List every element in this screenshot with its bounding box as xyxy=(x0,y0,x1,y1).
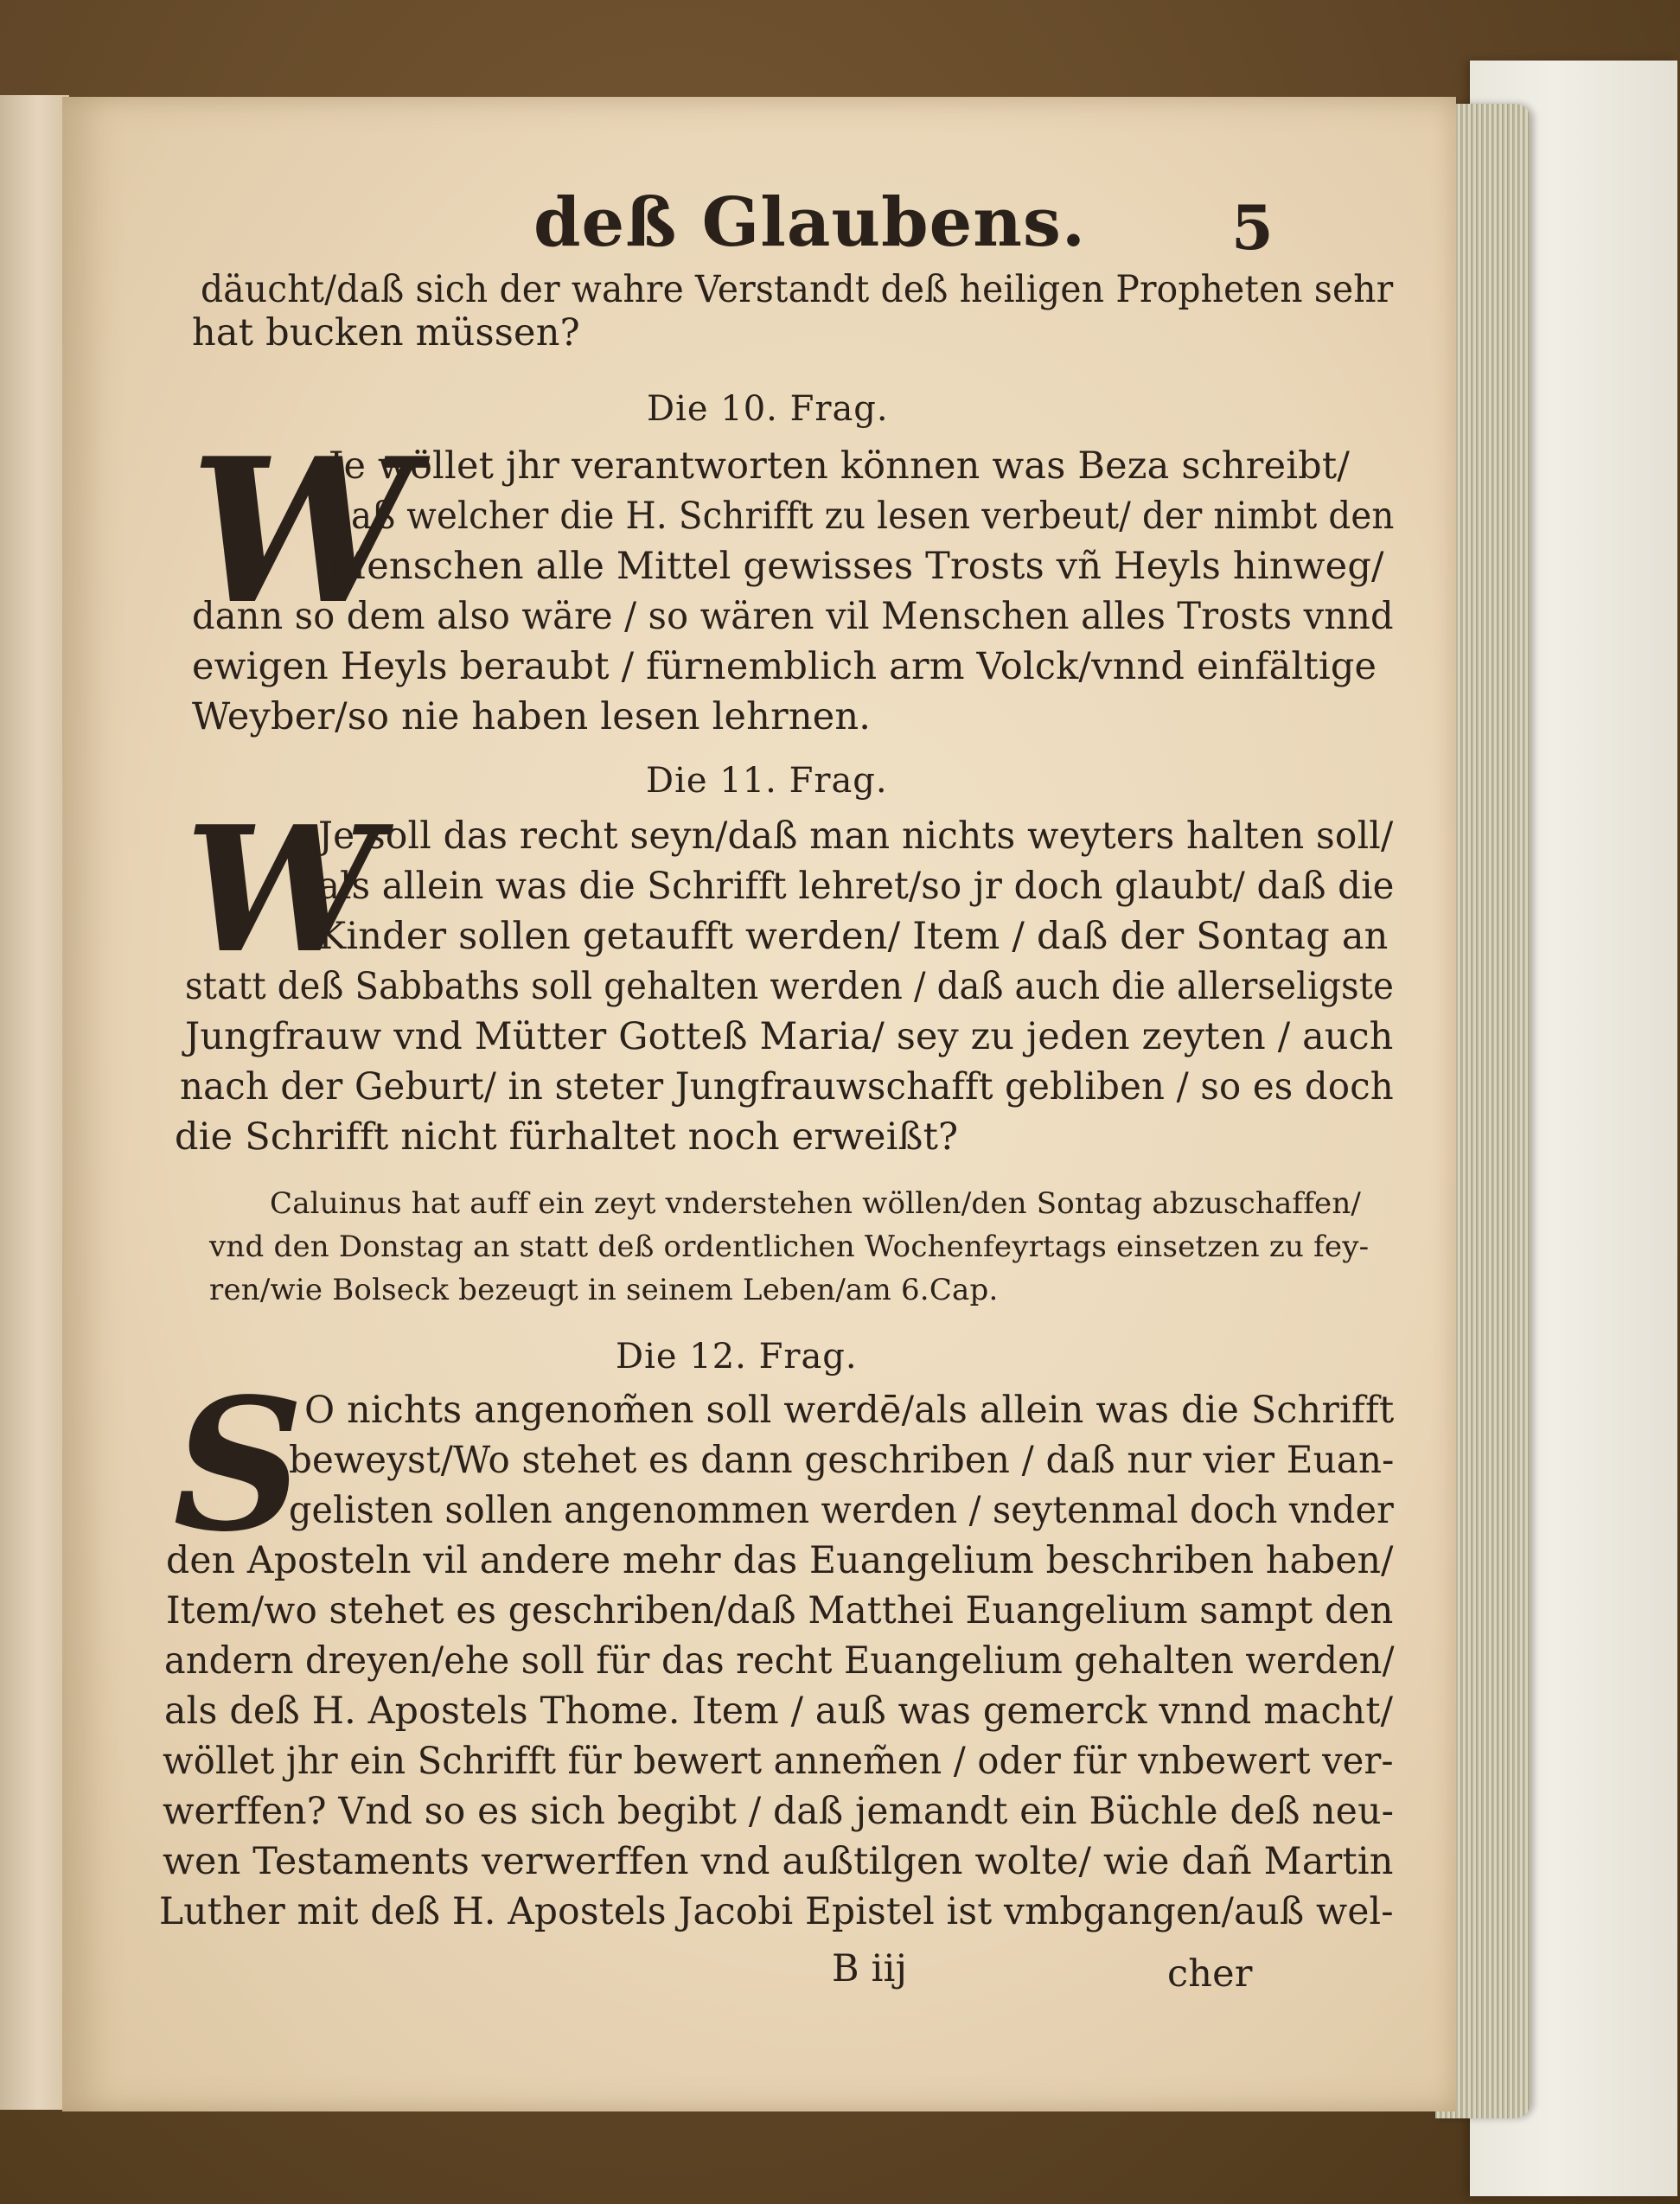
page-number: 5 xyxy=(1231,192,1274,264)
question-heading: Die 10. Frag. xyxy=(647,389,889,429)
text-line: Menschen alle Mittel gewisses Trosts vñ Heyls hinweg/ xyxy=(329,545,1384,588)
question-heading: Die 11. Frag. xyxy=(646,761,888,801)
text-line: gelisten sollen angenommen werden / seytenmal doch vnder xyxy=(289,1489,1395,1532)
text-line: wen Testaments verwerffen vnd außtilgen wolte/ wie dañ Martin xyxy=(163,1840,1394,1883)
marginal-note: vnd den Donstag an statt deß ordentlichen Wochenfeyrtags einsetzen zu fey- xyxy=(209,1230,1370,1264)
text-line: andern dreyen/ehe soll für das recht Euangelium gehalten werden/ xyxy=(164,1639,1395,1683)
text-line: hat bucken müssen? xyxy=(192,311,580,355)
text-line: den Aposteln vil andere mehr das Euangelium beschriben haben/ xyxy=(166,1539,1394,1582)
text-line: ewigen Heyls beraubt / fürnemblich arm Volck/vnnd einfältige xyxy=(192,645,1377,688)
signature-mark: B iij xyxy=(832,1947,908,1990)
text-line: Je soll das recht seyn/daß man nichts weyters halten soll/ xyxy=(318,815,1394,858)
text-line: beweyst/Wo stehet es dann geschriben / daß nur vier Euan- xyxy=(289,1439,1395,1482)
text-line: Item/wo stehet es geschriben/daß Matthei Euangelium sampt den xyxy=(166,1589,1394,1632)
running-head: deß Glaubens. xyxy=(533,183,1087,262)
text-line: Luther mit deß H. Apostels Jacobi Epistel ist vmbgangen/auß wel- xyxy=(159,1890,1394,1933)
text-line: nach der Geburt/ in steter Jungfrauwschafft gebliben / so es doch xyxy=(180,1065,1394,1108)
drop-cap-initial: S xyxy=(173,1358,304,1572)
text-line: werffen? Vnd so es sich begibt / daß jemandt ein Büchle deß neu- xyxy=(163,1790,1395,1833)
text-line: wöllet jhr ein Schrifft für bewert annem̃en / oder für vnbewert ver- xyxy=(163,1740,1394,1783)
text-line: Kinder sollen getaufft werden/ Item / daß der Sontag an xyxy=(318,915,1389,958)
catchword: cher xyxy=(1167,1952,1253,1996)
text-line: statt deß Sabbaths soll gehalten werden / daß auch die allerseligste xyxy=(185,965,1395,1008)
text-line: als deß H. Apostels Thome. Item / auß was gemerck vnnd macht/ xyxy=(164,1690,1394,1733)
text-line: als allein was die Schrifft lehret/so jr doch glaubt/ daß die xyxy=(318,865,1395,908)
text-line: Jungfrauw vnd Mütter Gotteß Maria/ sey zu jeden zeyten / auch xyxy=(185,1015,1394,1058)
text-line: die Schrifft nicht fürhaltet noch erweißt? xyxy=(175,1115,959,1159)
marginal-note: ren/wie Bolseck bezeugt in seinem Leben/am 6.Cap. xyxy=(209,1273,999,1307)
text-line: dann so dem also wäre / so wären vil Menschen alles Trosts vnnd xyxy=(192,595,1394,638)
question-heading: Die 12. Frag. xyxy=(616,1337,858,1377)
text-line: daß welcher die H. Schrifft zu lesen verbeut/ der nimbt den xyxy=(329,495,1395,538)
text-line: O nichts angenom̃en soll werdē/als allein was die Schrifft xyxy=(304,1389,1395,1432)
left-page-edge xyxy=(0,95,69,2110)
book-page xyxy=(62,97,1456,2111)
drop-cap-initial: W xyxy=(185,789,380,992)
text-line: däucht/daß sich der wahre Verstandt deß heiligen Propheten sehr xyxy=(201,268,1394,311)
drop-cap-initial: W xyxy=(190,415,414,648)
marginal-note: Caluinus hat auff ein zeyt vnderstehen wöllen/den Sontag abzuschaffen/ xyxy=(270,1186,1362,1221)
text-line: Weyber/so nie haben lesen lehrnen. xyxy=(192,695,872,738)
text-line: Je wöllet jhr verantworten können was Beza schreibt/ xyxy=(329,444,1351,488)
